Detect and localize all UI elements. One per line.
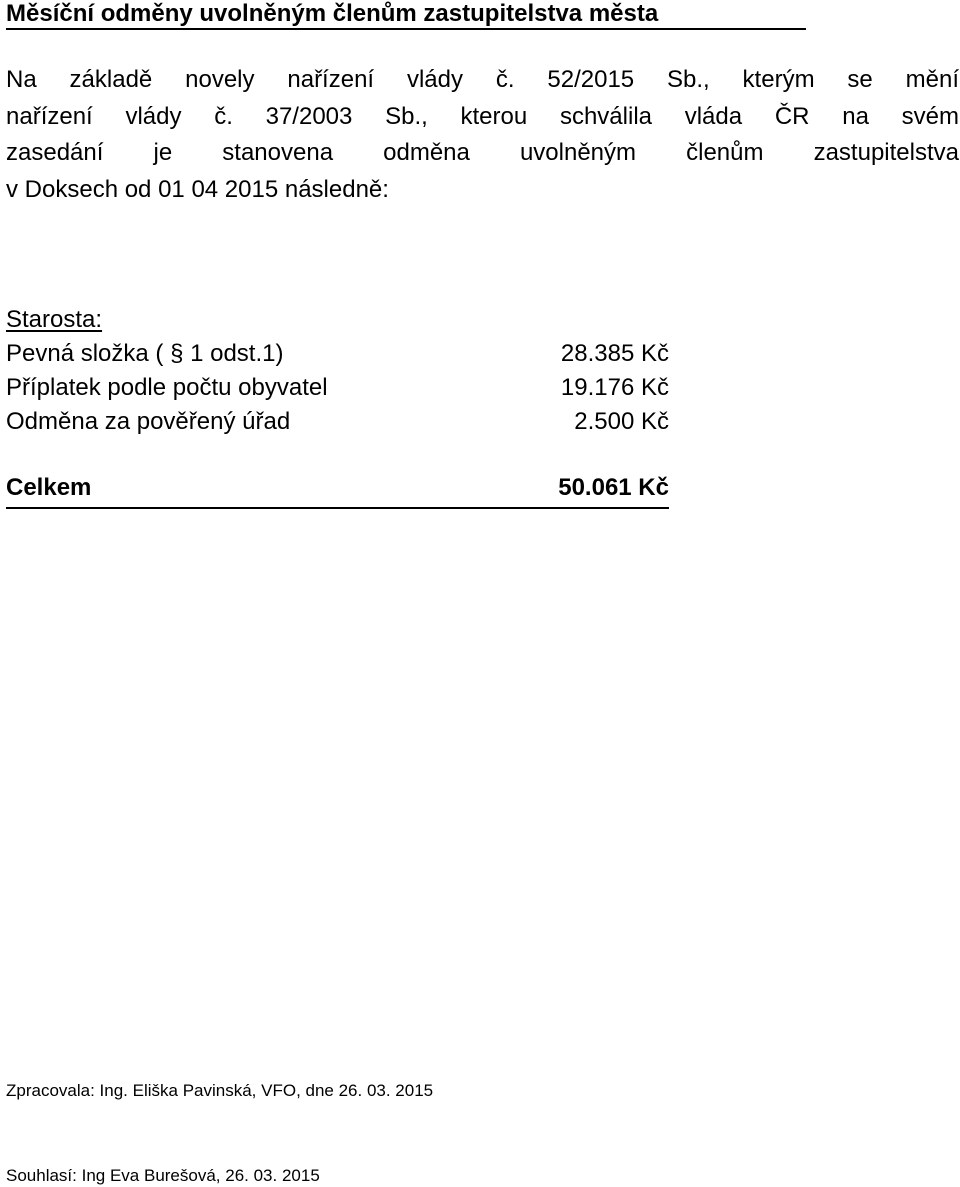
intro-line: zasedání je stanovena odměna uvolněným členům zastupitelstva bbox=[6, 139, 959, 166]
total-row bbox=[6, 473, 669, 509]
item-label: Příplatek podle počtu obyvatel bbox=[6, 374, 328, 401]
item-value: 2.500 Kč bbox=[574, 408, 669, 435]
intro-line: Na základě novely nařízení vlády č. 52/2015 Sb., kterým se mění bbox=[6, 66, 959, 93]
item-value: 28.385 Kč bbox=[560, 340, 669, 367]
approved-by: Souhlasí: Ing Eva Burešová, 26. 03. 2015 bbox=[6, 1166, 320, 1185]
intro-paragraph bbox=[6, 62, 959, 208]
prepared-by: Zpracovala: Ing. Eliška Pavinská, VFO, dne 26. 03. 2015 bbox=[6, 1081, 434, 1100]
item-label: Pevná složka ( § 1 odst.1) bbox=[6, 340, 284, 367]
section-label: Starosta: bbox=[6, 306, 103, 333]
item-label: Odměna za pověřený úřad bbox=[6, 408, 291, 435]
intro-line: v Doksech od 01 04 2015 následně: bbox=[6, 175, 389, 203]
intro-line: nařízení vlády č. 37/2003 Sb., kterou schválila vláda ČR na svém bbox=[6, 102, 959, 130]
total-label: Celkem bbox=[6, 474, 92, 501]
total-value: 50.061 Kč bbox=[558, 474, 669, 501]
document-title: Měsíční odměny uvolněným členům zastupitelstva města bbox=[6, 0, 806, 30]
item-value: 19.176 Kč bbox=[560, 374, 669, 401]
